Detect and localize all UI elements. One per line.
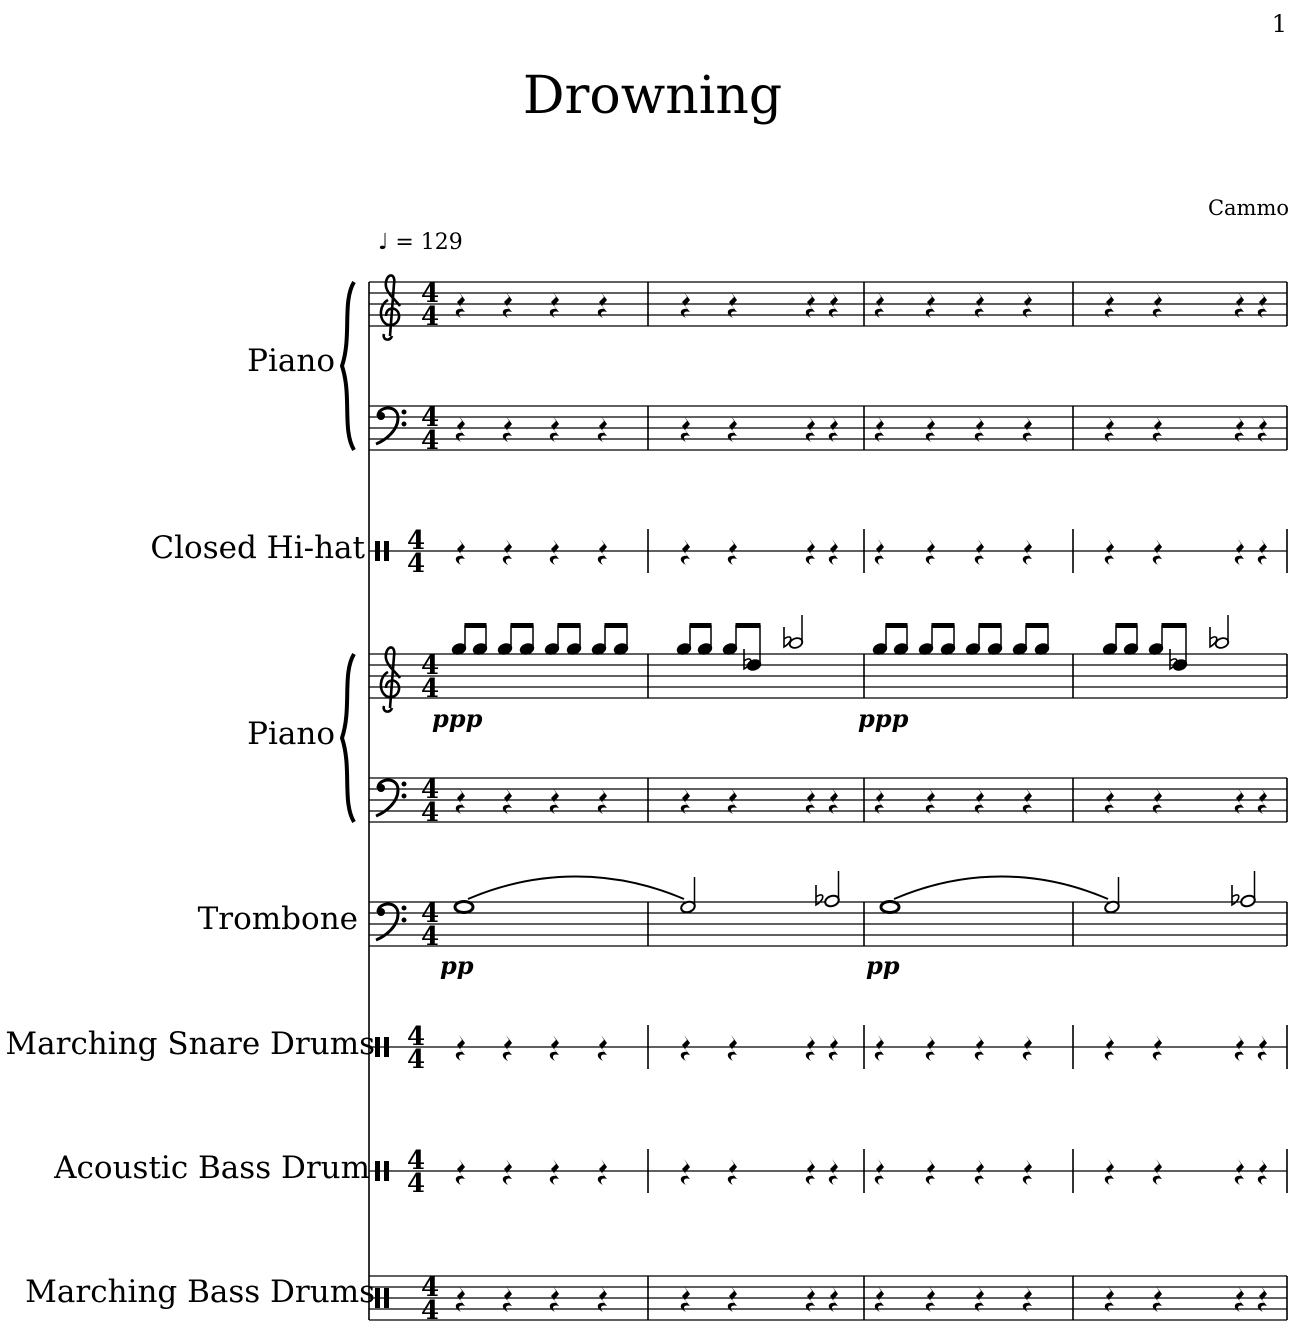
acoustic-bass-drum-rest-m3-1 xyxy=(875,1159,884,1185)
piano2-m1-beam-4 xyxy=(605,623,628,628)
marching-bass-time-signature-denominator: 4 xyxy=(420,1296,440,1326)
dynamic-pp-trombone-m1: pp xyxy=(440,951,474,980)
piano1-bass-time-signature-numerator: 4 xyxy=(420,403,440,433)
instrument-label-trombone: Trombone xyxy=(197,901,358,937)
piano1-bass-rest-m4-2 xyxy=(1153,416,1162,442)
piano2-treble-treble-clef-icon xyxy=(381,647,400,711)
piano1-bass-rest-m2-3 xyxy=(806,416,815,442)
marching-snare-rest-m2-1 xyxy=(681,1035,690,1061)
marching-bass-rest-m2-3 xyxy=(806,1286,815,1312)
closed-hihat-rest-m3-4 xyxy=(1023,539,1032,565)
piano1-bass-rest-m2-1 xyxy=(681,416,690,442)
marching-snare-rest-m3-4 xyxy=(1023,1035,1032,1061)
marching-snare-rest-m1-3 xyxy=(550,1035,559,1061)
instrument-label-piano-2: Piano xyxy=(247,716,335,752)
staves xyxy=(342,275,1287,1326)
piano2-m3-beam-4 xyxy=(1026,623,1049,628)
marching-bass-rest-m4-2 xyxy=(1153,1286,1162,1312)
piano2-bass-rest-m2-1 xyxy=(681,788,690,814)
marching-snare-rest-m3-1 xyxy=(875,1035,884,1061)
marching-snare-rest-m2-4 xyxy=(829,1035,838,1061)
composer: Cammo xyxy=(1207,196,1289,220)
piano1-bass-rest-m1-1 xyxy=(456,416,465,442)
closed-hihat-rest-m2-1 xyxy=(681,539,690,565)
trombone-whole-1 xyxy=(455,902,473,913)
marching-bass-rest-m4-4 xyxy=(1258,1286,1267,1312)
piano-1-brace-icon xyxy=(342,282,354,450)
piano1-bass-rest-m2-2 xyxy=(728,416,737,442)
piano1-treble-rest-m3-4 xyxy=(1023,292,1032,318)
piano2-m3-beam-2 xyxy=(932,623,955,628)
piano1-bass-rest-m4-4 xyxy=(1258,416,1267,442)
acoustic-bass-drum-time-signature-denominator: 4 xyxy=(406,1169,426,1199)
piano2-m1-beam-2 xyxy=(511,623,534,628)
trombone-whole-2 xyxy=(881,902,899,913)
piano2-bass-rest-m3-2 xyxy=(926,788,935,814)
trombone-tie-2 xyxy=(894,877,1108,900)
piano1-bass-rest-m1-4 xyxy=(598,416,607,442)
marching-snare-rest-m1-1 xyxy=(456,1035,465,1061)
acoustic-bass-drum-rest-m2-2 xyxy=(728,1159,737,1185)
page-number: 1 xyxy=(1271,10,1287,38)
marching-bass-rest-m2-2 xyxy=(728,1286,737,1312)
piano2-m4-beam-1 xyxy=(1116,623,1138,628)
marching-snare-rest-m1-4 xyxy=(598,1035,607,1061)
closed-hihat-rest-m3-2 xyxy=(926,539,935,565)
instrument-label-piano-1: Piano xyxy=(247,343,335,379)
marching-bass-rest-m3-2 xyxy=(926,1286,935,1312)
closed-hihat-rest-m4-2 xyxy=(1153,539,1162,565)
piano1-bass-rest-m3-1 xyxy=(875,416,884,442)
marching-bass-rest-m2-4 xyxy=(829,1286,838,1312)
acoustic-bass-drum-rest-m4-3 xyxy=(1235,1159,1244,1185)
marching-snare-rest-m4-2 xyxy=(1153,1035,1162,1061)
marching-bass-rest-m1-2 xyxy=(503,1286,512,1312)
piano2-bass-rest-m3-3 xyxy=(975,788,984,814)
dynamic-ppp-piano-m1: ppp xyxy=(432,704,483,733)
marching-snare-time-signature-numerator: 4 xyxy=(406,1022,426,1052)
piano2-bass-rest-m1-3 xyxy=(550,788,559,814)
marching-bass-rest-m1-1 xyxy=(456,1286,465,1312)
marching-snare-rest-m4-3 xyxy=(1235,1035,1244,1061)
acoustic-bass-drum-rest-m4-2 xyxy=(1153,1159,1162,1185)
piano1-bass-rest-m3-3 xyxy=(975,416,984,442)
score-title: Drowning xyxy=(522,66,783,126)
trombone-time-signature-denominator: 4 xyxy=(420,922,440,952)
closed-hihat-rest-m2-2 xyxy=(728,539,737,565)
piano2-m1-beam-1 xyxy=(465,623,487,628)
closed-hihat-time-signature-numerator: 4 xyxy=(406,526,426,556)
marching-bass-rest-m4-3 xyxy=(1235,1286,1244,1312)
piano2-m2-beam-1 xyxy=(690,623,712,628)
dynamic-pp-trombone-m3: pp xyxy=(866,951,900,980)
piano1-bass-rest-m1-2 xyxy=(503,416,512,442)
piano1-treble-rest-m3-2 xyxy=(926,292,935,318)
acoustic-bass-drum-time-signature-numerator: 4 xyxy=(406,1146,426,1176)
notes xyxy=(451,292,1267,1312)
piano1-bass-rest-m3-4 xyxy=(1023,416,1032,442)
closed-hihat-rest-m1-3 xyxy=(550,539,559,565)
acoustic-bass-drum-rest-m1-3 xyxy=(550,1159,559,1185)
marching-bass-rest-m3-3 xyxy=(975,1286,984,1312)
marching-snare-rest-m3-3 xyxy=(975,1035,984,1061)
piano2-bass-rest-m2-2 xyxy=(728,788,737,814)
closed-hihat-rest-m2-4 xyxy=(829,539,838,565)
piano1-treble-rest-m4-4 xyxy=(1258,292,1267,318)
piano1-treble-rest-m2-3 xyxy=(806,292,815,318)
closed-hihat-rest-m3-1 xyxy=(875,539,884,565)
piano2-bass-rest-m4-2 xyxy=(1153,788,1162,814)
piano1-treble-rest-m1-2 xyxy=(503,292,512,318)
piano1-treble-treble-clef-icon xyxy=(381,275,400,339)
marching-bass-rest-m1-3 xyxy=(550,1286,559,1312)
closed-hihat-rest-m1-4 xyxy=(598,539,607,565)
piano2-bass-time-signature-numerator: 4 xyxy=(420,775,440,805)
piano1-treble-rest-m4-1 xyxy=(1105,292,1114,318)
piano2-treble-time-signature-numerator: 4 xyxy=(420,651,440,681)
piano2-bass-rest-m1-1 xyxy=(456,788,465,814)
piano1-bass-rest-m3-2 xyxy=(926,416,935,442)
acoustic-bass-drum-rest-m2-1 xyxy=(681,1159,690,1185)
closed-hihat-rest-m2-3 xyxy=(806,539,815,565)
marching-snare-rest-m2-2 xyxy=(728,1035,737,1061)
marching-bass-rest-m3-1 xyxy=(875,1286,884,1312)
marching-snare-rest-m4-4 xyxy=(1258,1035,1267,1061)
instrument-label-marching-snare: Marching Snare Drums xyxy=(5,1026,375,1062)
piano1-treble-rest-m1-1 xyxy=(456,292,465,318)
piano2-bass-rest-m4-3 xyxy=(1235,788,1244,814)
trombone-tie-1 xyxy=(468,877,684,900)
closed-hihat-rest-m4-3 xyxy=(1235,539,1244,565)
piano2-bass-rest-m3-1 xyxy=(875,788,884,814)
closed-hihat-rest-m3-3 xyxy=(975,539,984,565)
piano1-treble-time-signature-numerator: 4 xyxy=(420,279,440,309)
marching-bass-time-signature-numerator: 4 xyxy=(420,1273,440,1303)
dynamic-ppp-piano-m3: ppp xyxy=(858,704,909,733)
acoustic-bass-drum-rest-m3-2 xyxy=(926,1159,935,1185)
acoustic-bass-drum-rest-m1-4 xyxy=(598,1159,607,1185)
marching-bass-rest-m1-4 xyxy=(598,1286,607,1312)
piano1-bass-rest-m4-3 xyxy=(1235,416,1244,442)
piano1-bass-rest-m1-3 xyxy=(550,416,559,442)
piano1-treble-rest-m2-1 xyxy=(681,292,690,318)
piano1-bass-rest-m4-1 xyxy=(1105,416,1114,442)
piano2-bass-time-signature-denominator: 4 xyxy=(420,798,440,828)
piano1-treble-rest-m3-1 xyxy=(875,292,884,318)
marching-snare-rest-m4-1 xyxy=(1105,1035,1114,1061)
piano2-bass-rest-m4-4 xyxy=(1258,788,1267,814)
closed-hihat-rest-m4-1 xyxy=(1105,539,1114,565)
marching-snare-time-signature-denominator: 4 xyxy=(406,1045,426,1075)
acoustic-bass-drum-rest-m1-1 xyxy=(456,1159,465,1185)
acoustic-bass-drum-rest-m2-3 xyxy=(806,1159,815,1185)
piano1-treble-rest-m2-4 xyxy=(829,292,838,318)
acoustic-bass-drum-rest-m3-4 xyxy=(1023,1159,1032,1185)
piano2-m1-beam-3 xyxy=(558,623,581,628)
piano1-treble-rest-m1-3 xyxy=(550,292,559,318)
piano2-bass-rest-m4-1 xyxy=(1105,788,1114,814)
marching-snare-rest-m2-3 xyxy=(806,1035,815,1061)
piano1-treble-time-signature-denominator: 4 xyxy=(420,302,440,332)
piano1-treble-rest-m4-2 xyxy=(1153,292,1162,318)
piano2-m2-beam-2 xyxy=(736,623,761,628)
piano2-m3-beam-1 xyxy=(886,623,908,628)
acoustic-bass-drum-rest-m1-2 xyxy=(503,1159,512,1185)
piano2-bass-rest-m2-3 xyxy=(806,788,815,814)
acoustic-bass-drum-rest-m4-4 xyxy=(1258,1159,1267,1185)
trombone-time-signature-numerator: 4 xyxy=(420,899,440,929)
marching-bass-rest-m3-4 xyxy=(1023,1286,1032,1312)
piano1-bass-time-signature-denominator: 4 xyxy=(420,426,440,456)
marching-snare-rest-m3-2 xyxy=(926,1035,935,1061)
piano1-treble-rest-m4-3 xyxy=(1235,292,1244,318)
piano1-bass-rest-m2-4 xyxy=(829,416,838,442)
piano1-treble-rest-m1-4 xyxy=(598,292,607,318)
marching-bass-rest-m4-1 xyxy=(1105,1286,1114,1312)
piano1-treble-rest-m3-3 xyxy=(975,292,984,318)
piano2-bass-rest-m1-4 xyxy=(598,788,607,814)
piano2-treble-time-signature-denominator: 4 xyxy=(420,674,440,704)
acoustic-bass-drum-rest-m4-1 xyxy=(1105,1159,1114,1185)
acoustic-bass-drum-rest-m2-4 xyxy=(829,1159,838,1185)
closed-hihat-rest-m4-4 xyxy=(1258,539,1267,565)
instrument-label-acoustic-bass-drum: Acoustic Bass Drum xyxy=(54,1150,370,1186)
instrument-label-closed-hihat: Closed Hi-hat xyxy=(150,530,365,566)
piano1-treble-rest-m2-2 xyxy=(728,292,737,318)
tempo-marking: ♩ = 129 xyxy=(378,230,463,255)
closed-hihat-rest-m1-1 xyxy=(456,539,465,565)
piano-2-brace-icon xyxy=(342,654,354,822)
acoustic-bass-drum-rest-m3-3 xyxy=(975,1159,984,1185)
piano2-bass-rest-m3-4 xyxy=(1023,788,1032,814)
piano2-m4-beam-2 xyxy=(1162,623,1187,628)
piano2-bass-rest-m2-4 xyxy=(829,788,838,814)
piano2-m3-beam-3 xyxy=(979,623,1002,628)
instrument-label-marching-bass: Marching Bass Drums xyxy=(25,1274,375,1310)
closed-hihat-time-signature-denominator: 4 xyxy=(406,549,426,579)
marching-snare-rest-m1-2 xyxy=(503,1035,512,1061)
marching-bass-rest-m2-1 xyxy=(681,1286,690,1312)
closed-hihat-rest-m1-2 xyxy=(503,539,512,565)
piano2-bass-rest-m1-2 xyxy=(503,788,512,814)
